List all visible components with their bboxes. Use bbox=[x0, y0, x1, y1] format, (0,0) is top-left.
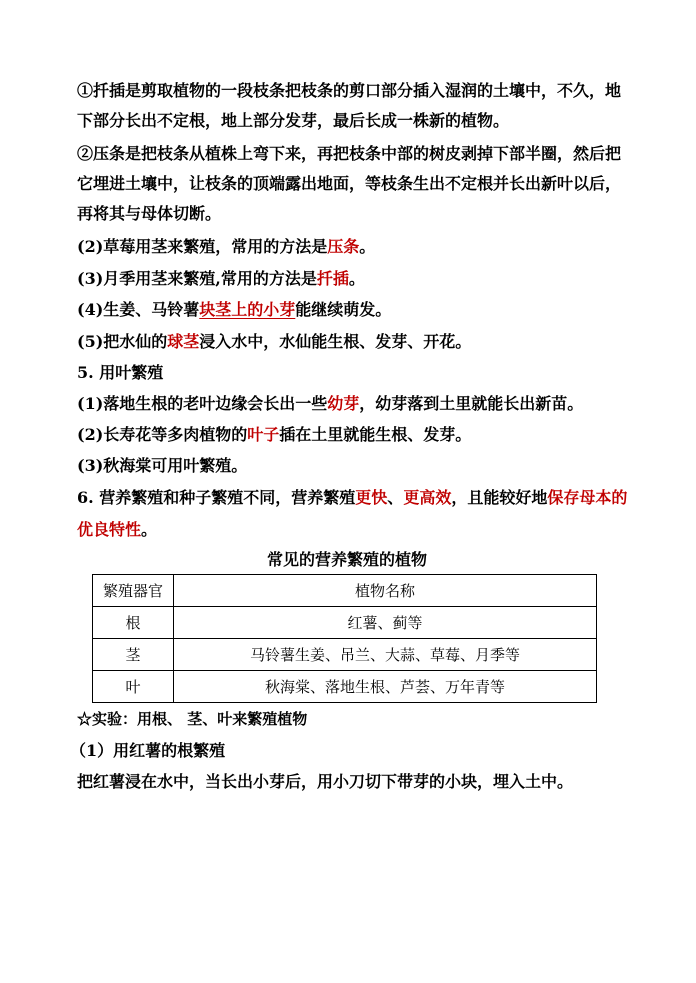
comparison-text: 6. 营养繁殖和种子繁殖不同，营养繁殖 bbox=[77, 488, 356, 507]
table-title: 常见的营养繁殖的植物 bbox=[266, 550, 427, 569]
comparison-efficient: 更高效 bbox=[403, 488, 452, 507]
succulent-highlight: 叶子 bbox=[247, 425, 280, 444]
row-plants-stem: 马铃薯生姜、吊兰、大蒜、草莓、月季等 bbox=[174, 639, 597, 671]
ginger-end: 能继续萌发。 bbox=[295, 300, 392, 319]
experiment-instructions-text: 把红薯浸在水中，当长出小芽后，用小刀切下带芽的小块，埋入土中。 bbox=[77, 772, 574, 791]
kalanchoe-text: (1)落地生根的老叶边缘会长出一些 bbox=[77, 394, 328, 413]
paragraph-comparison bbox=[77, 482, 627, 546]
rose-text: (3)月季用茎来繁殖,常用的方法是 bbox=[77, 269, 317, 288]
heading-leaf-propagation bbox=[77, 358, 627, 388]
rose-method: 扦插 bbox=[316, 269, 349, 288]
comparison-sep-1: 、 bbox=[387, 488, 404, 507]
paragraph-strawberry bbox=[77, 232, 627, 262]
header-plant-names: 植物名称 bbox=[174, 575, 597, 607]
paragraph-narcissus bbox=[77, 327, 627, 357]
table-row bbox=[93, 671, 597, 703]
row-plants-root: 红薯、蓟等 bbox=[174, 607, 597, 639]
paragraph-begonia bbox=[77, 451, 627, 481]
ginger-highlight: 块茎上的小芽 bbox=[199, 300, 296, 319]
narcissus-text: (5)把水仙的 bbox=[77, 332, 168, 351]
ginger-text: (4)生姜、马铃薯 bbox=[77, 300, 200, 319]
paragraph-succulent bbox=[77, 420, 627, 450]
comparison-traits: 优良特性 bbox=[77, 520, 142, 539]
strawberry-method: 压条 bbox=[327, 237, 360, 256]
row-plants-leaf: 秋海棠、落地生根、芦荟、万年青等 bbox=[174, 671, 597, 703]
cutting-line-1: ①扦插是剪取植物的一段枝条把枝条的剪口部分插入湿润的土壤中，不久，地 bbox=[77, 81, 622, 100]
header-organ: 繁殖器官 bbox=[93, 575, 174, 607]
leaf-heading-text: 5. 用叶繁殖 bbox=[77, 363, 164, 382]
narcissus-end: 浸入水中，水仙能生根、发芽、开花。 bbox=[199, 332, 472, 351]
row-organ-root: 根 bbox=[93, 607, 174, 639]
layering-line-2: 它埋进土壤中，让枝条的顶端露出地面，等枝条生出不定根并长出新叶以后， bbox=[77, 174, 622, 193]
comparison-end: 。 bbox=[141, 520, 158, 539]
strawberry-text: (2)草莓用茎来繁殖，常用的方法是 bbox=[77, 237, 328, 256]
comparison-sep-2: ，且能较好地 bbox=[451, 488, 548, 507]
paragraph-kalanchoe bbox=[77, 389, 627, 419]
narcissus-highlight: 球茎 bbox=[167, 332, 200, 351]
paragraph-rose bbox=[77, 264, 627, 294]
experiment-title-text: ☆实验：用根、 茎、叶来繁殖植物 bbox=[77, 710, 308, 728]
row-organ-leaf: 叶 bbox=[93, 671, 174, 703]
layering-line-3: 再将其与母体切断。 bbox=[77, 204, 222, 223]
begonia-text: (3)秋海棠可用叶繁殖。 bbox=[77, 456, 248, 475]
paragraph-cutting bbox=[77, 76, 627, 136]
row-organ-stem: 茎 bbox=[93, 639, 174, 671]
succulent-text: (2)长寿花等多肉植物的 bbox=[77, 425, 248, 444]
layering-line-1: ②压条是把枝条从植株上弯下来，再把枝条中部的树皮剥掉下部半圈，然后把 bbox=[77, 144, 622, 163]
rose-end: 。 bbox=[348, 269, 365, 288]
cutting-line-2: 下部分长出不定根，地上部分发芽，最后长成一株新的植物。 bbox=[77, 111, 510, 130]
table-row bbox=[93, 607, 597, 639]
experiment-title bbox=[77, 704, 627, 734]
table-row bbox=[93, 639, 597, 671]
paragraph-layering bbox=[77, 139, 627, 229]
comparison-preserve: 保存母本的 bbox=[547, 488, 628, 507]
experiment-instructions bbox=[77, 767, 627, 797]
comparison-faster: 更快 bbox=[355, 488, 388, 507]
table-header-row bbox=[93, 575, 597, 607]
kalanchoe-end: ，幼芽落到土里就能长出新苗。 bbox=[359, 394, 584, 413]
experiment-subheading bbox=[70, 736, 620, 766]
kalanchoe-highlight: 幼芽 bbox=[327, 394, 360, 413]
experiment-sub-text: （1）用红薯的根繁殖 bbox=[70, 741, 226, 760]
strawberry-end: 。 bbox=[359, 237, 376, 256]
propagation-table bbox=[92, 574, 597, 703]
succulent-end: 插在土里就能生根、发芽。 bbox=[279, 425, 472, 444]
paragraph-ginger bbox=[77, 295, 627, 325]
